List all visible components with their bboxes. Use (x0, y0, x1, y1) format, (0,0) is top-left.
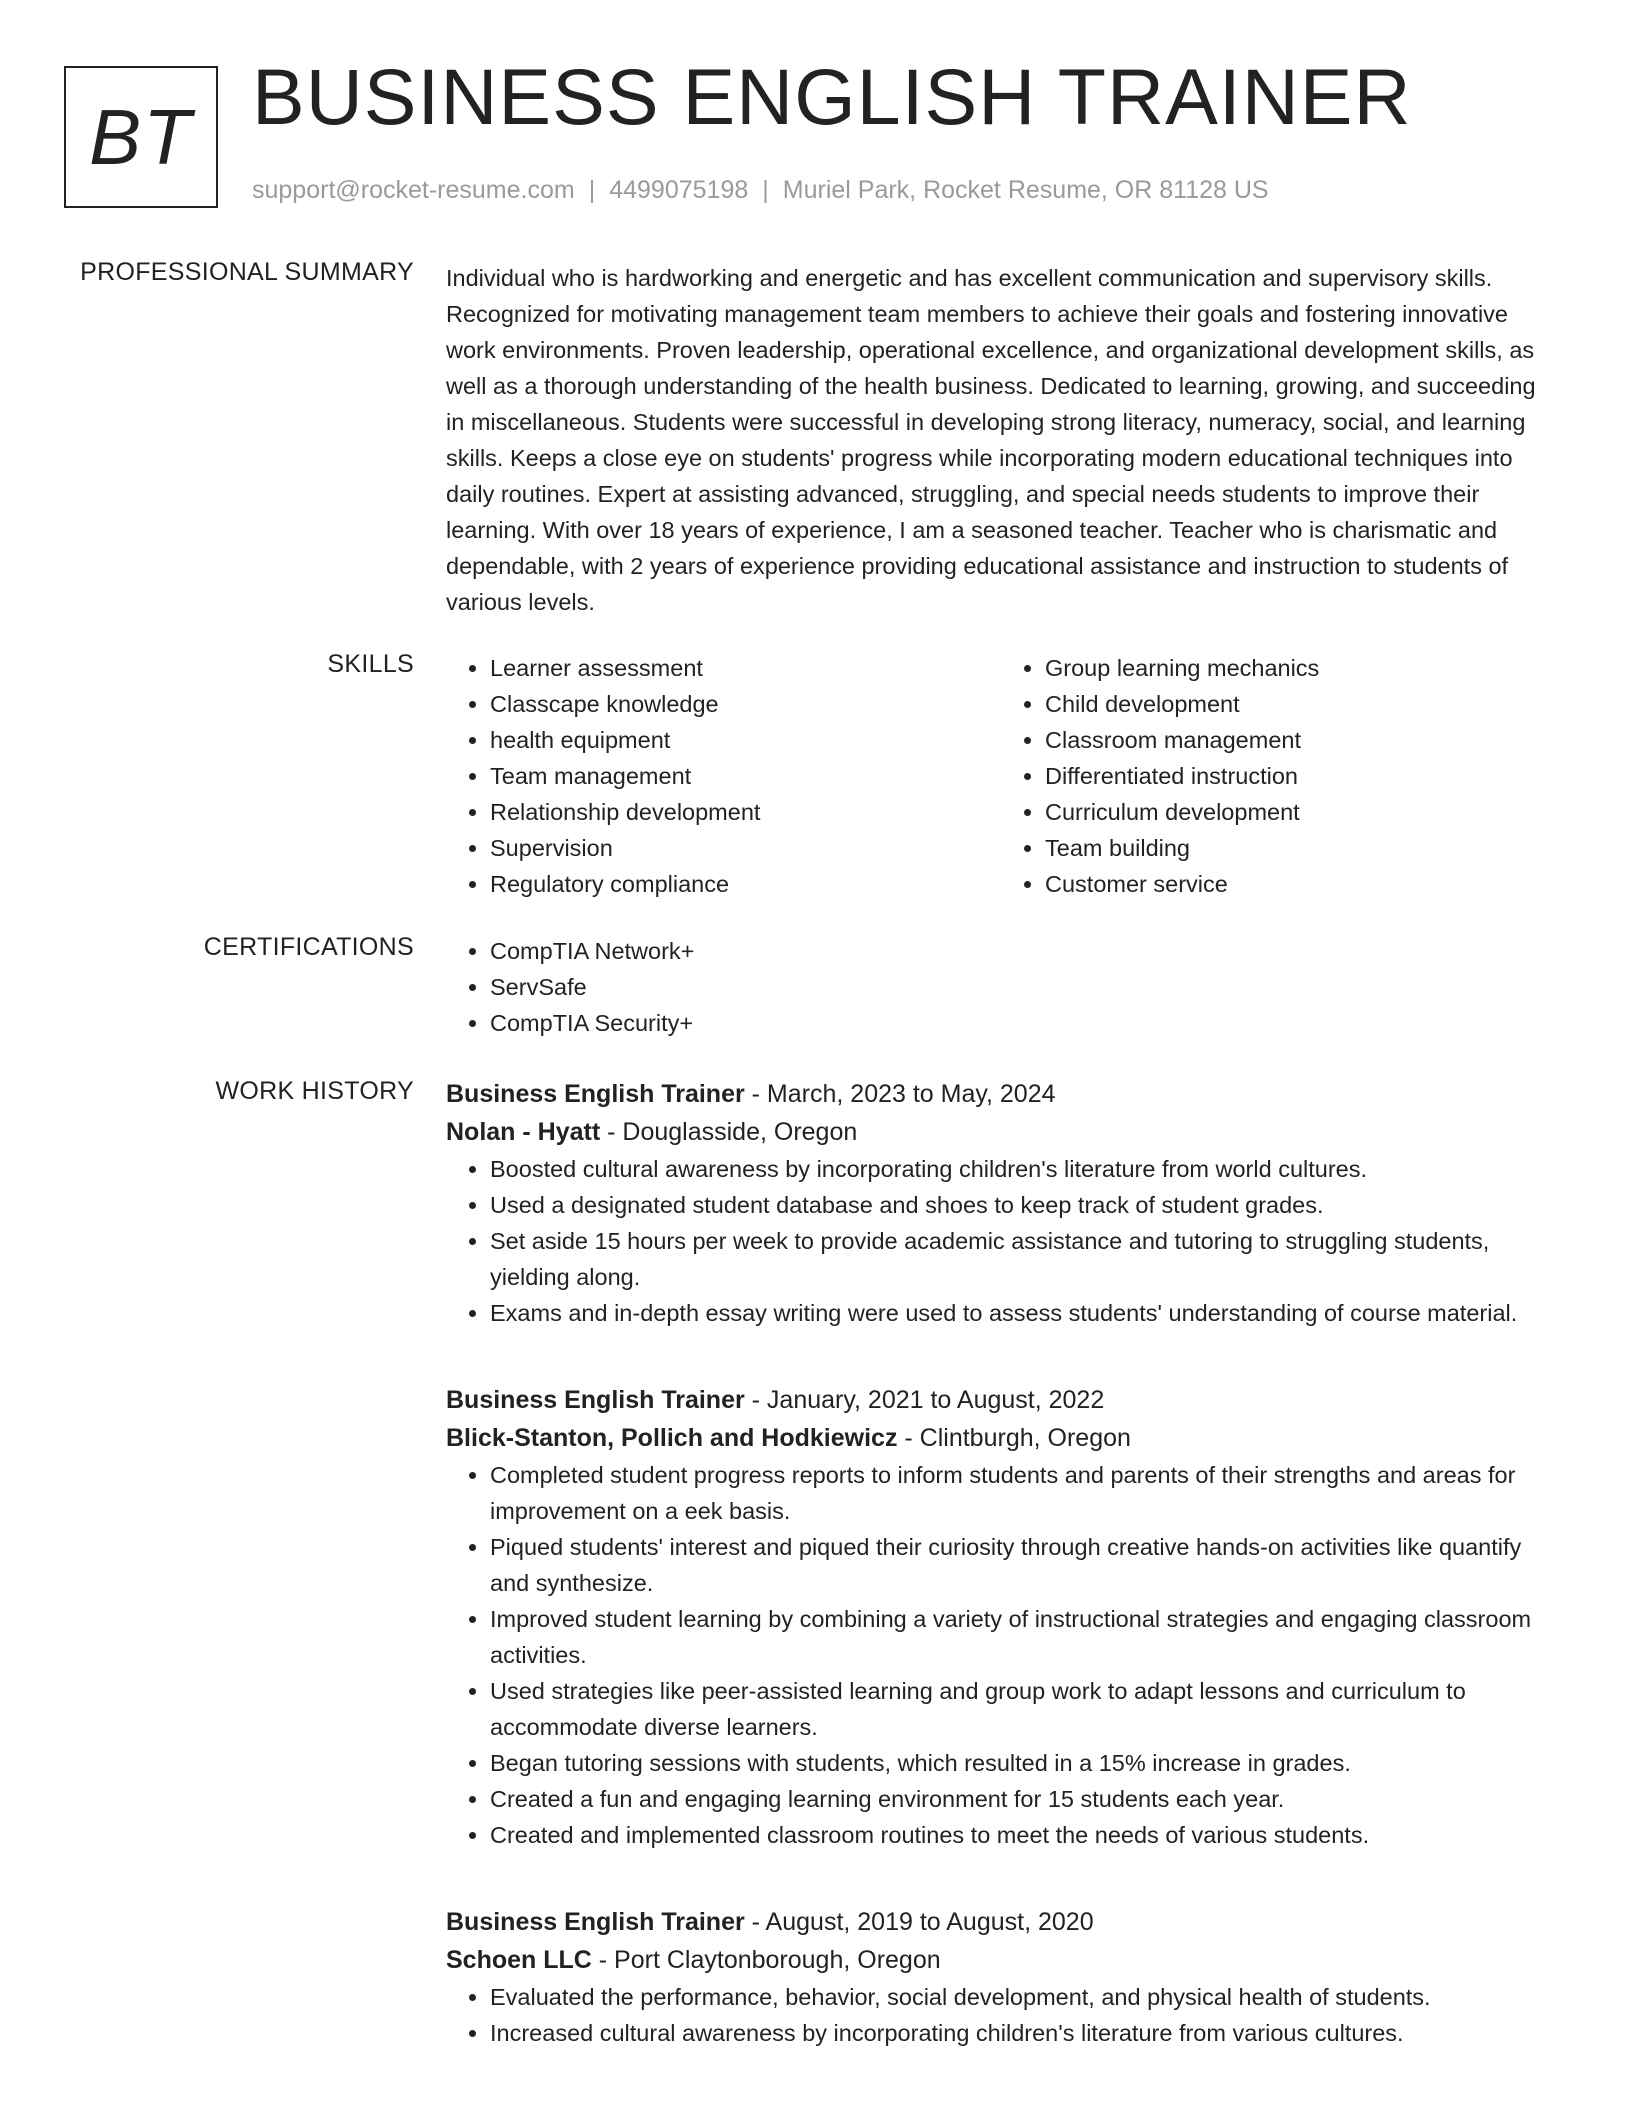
job-entry (446, 1903, 1556, 2051)
job-location: - Clintburgh, Oregon (897, 1424, 1131, 1452)
certifications-body (446, 933, 1556, 1041)
job-bullet: • Piqued students' interest and piqued their curiosity through creative hands-on activities like quantify and synthesize. (490, 1529, 1556, 1601)
job-bullet: • Used a designated student database and shoes to keep track of student grades. (490, 1187, 1556, 1223)
skill-item: • Supervision (490, 830, 1001, 866)
job-bullet: • Evaluated the performance, behavior, social development, and physical health of students. (490, 1979, 1556, 2015)
job-bullet: • Boosted cultural awareness by incorporating children's literature from world cultures. (490, 1151, 1556, 1187)
job-company: Nolan - Hyatt (446, 1118, 601, 1146)
job-title: Business English Trainer (446, 1386, 745, 1414)
summary-heading: PROFESSIONAL SUMMARY (80, 258, 414, 286)
job-company: Blick-Stanton, Pollich and Hodkiewicz (446, 1424, 898, 1452)
job-title: Business English Trainer (446, 1908, 745, 1936)
job-bullet-list (446, 1457, 1556, 1853)
job-bullet-list (446, 1151, 1556, 1331)
job-list (446, 1075, 1556, 2051)
job-bullet-list (446, 1979, 1556, 2051)
contact-line (252, 176, 1269, 205)
job-dates: - August, 2019 to August, 2020 (744, 1908, 1094, 1936)
contact-phone[interactable]: 4499075198 (609, 176, 749, 204)
job-title-line (446, 1381, 1556, 1419)
job-company-line (446, 1419, 1556, 1457)
summary-text: Individual who is hardworking and energetic and has excellent communication and supervisory skills. Recognized for motivating management team members to achieve their goals and fostering innovative work environments. Proven leadership, operational excellence, and organizational development skills, as well as a thorough understanding of the health business. Dedicated to learning, growing, and succeeding in miscellaneous. Students were successful in developing strong literacy, numeracy, social, and learning skills. Keeps a close eye on students' progress while incorporating modern educational techniques into daily routines. Expert at assisting advanced, struggling, and special needs students to improve their learning. With over 18 years of experience, I am a seasoned teacher. Teacher who is charismatic and dependable, with 2 years of experience providing educational assistance and instruction to students of various levels. (446, 265, 1536, 615)
skill-item: • health equipment (490, 722, 1001, 758)
job-location: - Port Claytonborough, Oregon (591, 1946, 941, 1974)
skill-item: • Team management (490, 758, 1001, 794)
job-entry (446, 1075, 1556, 1331)
work-history-heading: WORK HISTORY (215, 1077, 414, 1105)
job-bullet: • Exams and in-depth essay writing were used to assess students' understanding of course material. (490, 1295, 1556, 1331)
job-title-line (446, 1903, 1556, 1941)
job-dates: - March, 2023 to May, 2024 (744, 1080, 1056, 1108)
job-bullet: • Set aside 15 hours per week to provide academic assistance and tutoring to struggling students, yielding along. (490, 1223, 1556, 1295)
certification-item: • CompTIA Security+ (490, 1005, 1556, 1041)
job-company: Schoen LLC (446, 1946, 592, 1974)
certifications-heading: CERTIFICATIONS (203, 933, 414, 961)
skill-item: • Customer service (1045, 866, 1556, 902)
job-company-line (446, 1941, 1556, 1979)
contact-address: Muriel Park, Rocket Resume, OR 81128 US (782, 176, 1269, 204)
skill-item: • Team building (1045, 830, 1556, 866)
job-title-line (446, 1075, 1556, 1113)
job-bullet: • Created a fun and engaging learning environment for 15 students each year. (490, 1781, 1556, 1817)
skill-item: • Classroom management (1045, 722, 1556, 758)
job-bullet: • Increased cultural awareness by incorporating children's literature from various cultures. (490, 2015, 1556, 2051)
skill-item: • Learner assessment (490, 650, 1001, 686)
contact-separator: | (762, 176, 769, 204)
skills-list-left (446, 650, 1001, 902)
resume-title: BUSINESS ENGLISH TRAINER (252, 52, 1412, 141)
skill-item: • Classcape knowledge (490, 686, 1001, 722)
job-bullet: • Began tutoring sessions with students, which resulted in a 15% increase in grades. (490, 1745, 1556, 1781)
skill-item: • Group learning mechanics (1045, 650, 1556, 686)
job-title: Business English Trainer (446, 1080, 745, 1108)
skills-lists (446, 650, 1556, 902)
skills-list-right (1001, 650, 1556, 902)
skill-item: • Curriculum development (1045, 794, 1556, 830)
skills-heading: SKILLS (327, 650, 414, 678)
job-location: - Douglasside, Oregon (600, 1118, 858, 1146)
skill-item: • Regulatory compliance (490, 866, 1001, 902)
certifications-list (446, 933, 1556, 1041)
job-dates: - January, 2021 to August, 2022 (744, 1386, 1105, 1414)
certification-item: • CompTIA Network+ (490, 933, 1556, 969)
contact-email[interactable]: support@rocket-resume.com (252, 176, 575, 204)
contact-separator: | (588, 176, 596, 204)
monogram-logo: BT (64, 66, 218, 208)
job-bullet: • Created and implemented classroom routines to meet the needs of various students. (490, 1817, 1556, 1853)
job-bullet: • Improved student learning by combining a variety of instructional strategies and engaging classroom activities. (490, 1601, 1556, 1673)
certification-item: • ServSafe (490, 969, 1556, 1005)
skill-item: • Differentiated instruction (1045, 758, 1556, 794)
job-entry (446, 1381, 1556, 1853)
job-bullet: • Used strategies like peer-assisted learning and group work to adapt lessons and curriculum to accommodate diverse learners. (490, 1673, 1556, 1745)
job-bullet: • Completed student progress reports to inform students and parents of their strengths and areas for improvement on a eek basis. (490, 1457, 1556, 1529)
skill-item: • Relationship development (490, 794, 1001, 830)
skill-item: • Child development (1045, 686, 1556, 722)
job-company-line (446, 1113, 1556, 1151)
